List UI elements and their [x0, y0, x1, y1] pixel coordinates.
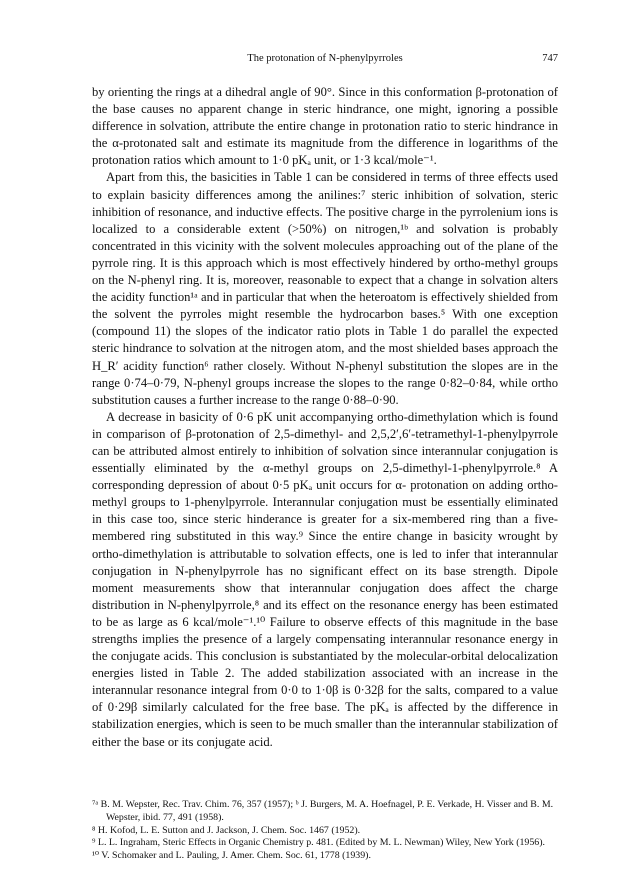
footnote: ⁹ L. L. Ingraham, Steric Effects in Organic Chemistry p. 481. (Edited by M. L. Newman) Wiley, New York (1956). [92, 837, 545, 849]
paragraph: Apart from this, the basicities in Table 1 can be considered in terms of three effects used to explain basicity differences among the anilines:⁷ steric inhibition of solvation, steric inhibition of resonance, and inductive effects. The positive charge in the pyrrolenium ions is localized to a considerable extent (>50%) on nitrogen,¹ᵇ and solvation is probably concentrated in this vicinity with the solvent molecules approaching out of the plane of the pyrrole ring. It is this approach which is most effectively hindered by ortho-methyl groups on the N-phenyl ring. It is, moreover, reasonable to expect that a change in solvation alters the acidity function¹ᵃ and in particular that when the heteroatom is effectively shielded from the solvent the pyrroles might resemble the hydrocarbon bases.⁵ With one exception (compound 11) the slopes of the indicator ratio plots in Table 1 do parallel the expected steric hindrance to solvation at the nitrogen atom, and the most shielded bases approach the H_R′ acidity function⁶ rather closely. Without N-phenyl substitution the slopes are in the range 0·74–0·79, N-phenyl groups increase the slopes to the range 0·82–0·84, while ortho substitution causes a further increase to the range 0·88–0·90. [92, 170, 558, 407]
footnote: ¹⁰ V. Schomaker and L. Pauling, J. Amer. Chem. Soc. 61, 1778 (1939). [92, 850, 371, 862]
paragraph: A decrease in basicity of 0·6 pK unit accompanying ortho-dimethylation which is found in comparison of β-protonation of 2,5-dimethyl- and 2,5,2′,6′-tetramethyl-1-phenylpyrrole can be attributed almost entirely to inhibition of solvation since interannular conjugation is essentially eliminated by the α-methyl groups on 2,5-dimethyl-1-phenylpyrrole.⁸ A corresponding depression of about 0·5 pKₐ unit occurs for α- protonation on adding ortho-methyl groups to 1-phenylpyrrole. Interannular conjugation must be essentially eliminated in this case too, since steric hinderance is greater for a six-membered ring than a five-membered ring substituted in this way.⁹ Since the entire change in basicity wrought by ortho-dimethylation is attributable to solvation effects, one is led to infer that interannular conjugation in N-phenylpyrrole has no significant effect on its base strength. Dipole moment measurements show that interannular conjugation does affect the charge distribution in N-phenylpyrrole,⁸ and its effect on the resonance energy has been estimated to be as large as 6 kcal/mole⁻¹.¹⁰ Failure to observe effects of this magnitude in the base strengths implies the presence of a largely compensating interannular resonance energy in the conjugate acids. This conclusion is substantiated by the molecular-orbital delocalization energies listed in Table 2. The added stabilization associated with an increase in the interannular resonance integral from 0·0 to 1·0β is 0·32β for the salts, compared to a value of 0·29β similarly calculated for the free base. The pKₐ is affected by the difference in stabilization energies, which is seen to be much smaller than the interannular stabilization of either the base or its conjugate acid. [92, 409, 558, 749]
footnote: ⁷ᵃ B. M. Wepster, Rec. Trav. Chim. 76, 357 (1957); ᵇ J. Burgers, M. A. Hoefnagel, P. E. Verkade, H. Visser and B. M. Wepster, ibid. 77, 491 (1958). [92, 799, 554, 823]
page-number: 747 [542, 53, 558, 64]
running-title: The protonation of N-phenylpyrroles [247, 53, 403, 64]
footnotes [92, 799, 558, 863]
body-text [92, 84, 558, 751]
running-header [92, 53, 558, 69]
paragraph: by orienting the rings at a dihedral angle of 90°. Since in this conformation β-protonation of the base causes no apparent change in steric hindrance, one might, ignoring a possible difference in solvation, attribute the entire change in protonation ratio to steric hindrance in the α-protonated salt and estimate its magnitude from the difference in logarithms of the protonation ratios which amount to 1·0 pKₐ unit, or 1·3 kcal/mole⁻¹. [92, 85, 558, 168]
footnote: ⁸ H. Kofod, L. E. Sutton and J. Jackson, J. Chem. Soc. 1467 (1952). [92, 824, 361, 836]
